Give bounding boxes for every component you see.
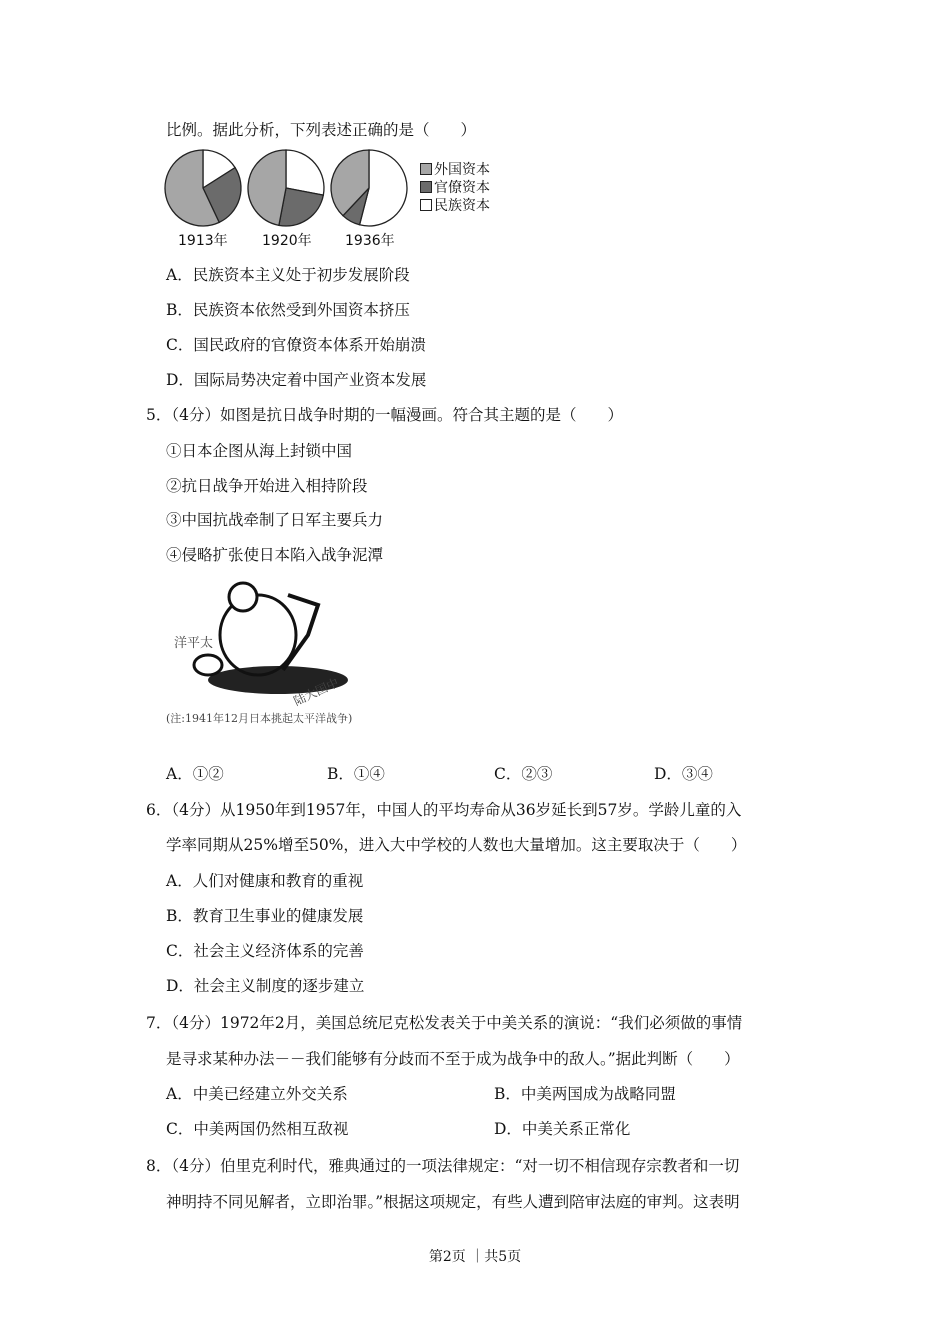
q5-item-2: ②抗日战争开始进入相持阶段 <box>166 477 368 495</box>
q6-stem-line1: 6．（4分）从1950年到1957年，中国人的平均寿命从36岁延长到57岁。学龄儿童的入 <box>146 801 742 819</box>
q4-stem: 比例。据此分析，下列表述正确的是（ ） <box>166 121 477 139</box>
legend-foreign: 外国资本 <box>420 159 490 179</box>
pie-label-1913: 1913年 <box>178 233 228 249</box>
q4-option-c[interactable]: C．国民政府的官僚资本体系开始崩溃 <box>166 336 426 354</box>
q6-stem-line2: 学率同期从25%增至50%，进入大中学校的人数也大量增加。这主要取决于（ ） <box>166 836 747 854</box>
q6-option-b[interactable]: B．教育卫生事业的健康发展 <box>166 907 364 925</box>
q5-stem: 5．（4分）如图是抗日战争时期的一幅漫画。符合其主题的是（ ） <box>146 406 623 424</box>
q6-option-c[interactable]: C．社会主义经济体系的完善 <box>166 942 364 960</box>
pie-label-1936: 1936年 <box>345 233 395 249</box>
q5-option-b[interactable]: B．①④ <box>327 765 385 783</box>
pie-slice-1920年-外国资本 <box>248 150 286 225</box>
cartoon-caption: (注:1941年12月日本挑起太平洋战争) <box>166 712 353 725</box>
cartoon-label-china: 陆大国中 <box>291 675 341 709</box>
pie-slice-1920年-民族资本 <box>286 150 324 195</box>
q5-item-1: ①日本企图从海上封锁中国 <box>166 442 353 460</box>
legend-national: 民族资本 <box>420 195 490 215</box>
pie-label-1920: 1920年 <box>262 233 312 249</box>
q4-option-a[interactable]: A．民族资本主义处于初步发展阶段 <box>166 266 410 284</box>
q6-option-a[interactable]: A．人们对健康和教育的重视 <box>166 872 364 890</box>
q5-option-c[interactable]: C．②③ <box>494 765 553 783</box>
legend-bureaucratic: 官僚资本 <box>420 177 490 197</box>
q4-option-b[interactable]: B．民族资本依然受到外国资本挤压 <box>166 301 410 319</box>
q8-stem-line2: 神明持不同见解者，立即治罪。”根据这项规定，有些人遭到陪审法庭的审判。这表明 <box>166 1193 740 1211</box>
q7-option-a[interactable]: A．中美已经建立外交关系 <box>166 1085 348 1103</box>
q7-stem-line1: 7．（4分）1972年2月，美国总统尼克松发表关于中美关系的演说：“我们必须做的事情 <box>146 1014 743 1032</box>
cartoon-label-pacific: 洋平太 <box>174 636 214 651</box>
q7-option-d[interactable]: D．中美关系正常化 <box>494 1120 631 1138</box>
q7-option-b[interactable]: B．中美两国成为战略同盟 <box>494 1085 676 1103</box>
q6-option-d[interactable]: D．社会主义制度的逐步建立 <box>166 977 365 995</box>
q7-option-c[interactable]: C．中美两国仍然相互敌视 <box>166 1120 349 1138</box>
q7-stem-line2: 是寻求某种办法－－我们能够有分歧而不至于成为战争中的敌人。”据此判断（ ） <box>166 1050 740 1068</box>
page-footer: 第2页 ｜共5页 <box>428 1249 522 1265</box>
q5-option-d[interactable]: D．③④ <box>654 765 713 783</box>
q5-item-3: ③中国抗战牵制了日军主要兵力 <box>166 511 384 529</box>
q5-item-4: ④侵略扩张使日本陷入战争泥潭 <box>166 546 384 564</box>
q8-stem-line1: 8．（4分）伯里克利时代，雅典通过的一项法律规定：“对一切不相信现存宗教者和一切 <box>146 1157 740 1175</box>
q4-option-d[interactable]: D．国际局势决定着中国产业资本发展 <box>166 371 427 389</box>
q5-option-a[interactable]: A．①② <box>166 765 224 783</box>
